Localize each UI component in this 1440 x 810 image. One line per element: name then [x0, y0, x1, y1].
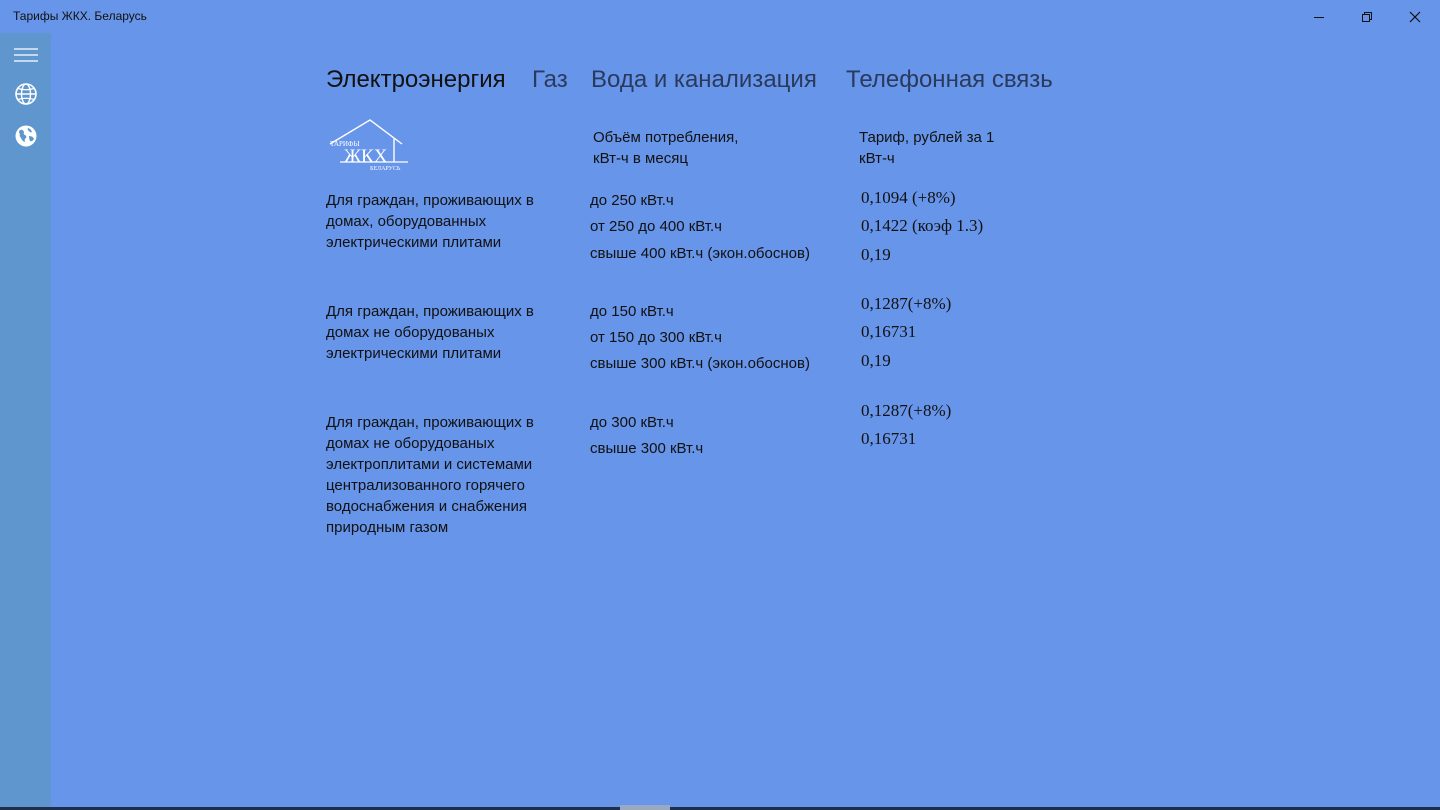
category-line: водоснабжения и снабжения [326, 498, 528, 515]
row-3-volume-1: до 300 кВт.ч [590, 414, 674, 431]
row-1-volume-2: от 250 до 400 кВт.ч [590, 218, 722, 235]
title-bar [0, 0, 1440, 33]
category-line: Для граждан, проживающих в [326, 192, 534, 209]
logo-main-text: ЖКХ [344, 146, 388, 167]
category-line: домах не оборудованых [326, 435, 495, 452]
header-volume-line2: кВт-ч в месяц [593, 150, 688, 167]
category-line: домах не оборудованых [326, 324, 495, 341]
logo-top-text: ТАРИФЫ [330, 140, 360, 148]
row-2-category [326, 301, 566, 364]
row-1-price-1: 0,1094 (+8%) [861, 188, 956, 207]
category-line: электрическими плитами [326, 345, 502, 362]
category-line: электроплитами и системами [326, 456, 533, 473]
row-1-volume-1: до 250 кВт.ч [590, 192, 674, 209]
tab-electricity[interactable]: Электроэнергия [326, 66, 506, 93]
minimize-button[interactable] [1296, 0, 1342, 33]
category-line: Для граждан, проживающих в [326, 414, 534, 431]
logo-bottom-text: БЕЛАРУСЬ [370, 166, 401, 172]
tab-gas[interactable]: Газ [532, 66, 568, 93]
row-2-volume-2: от 150 до 300 кВт.ч [590, 329, 722, 346]
sidebar-item-earth[interactable] [0, 116, 51, 156]
header-tariff-line2: кВт-ч [859, 150, 895, 167]
category-line: природным газом [326, 519, 449, 536]
row-1-volume-3: свыше 400 кВт.ч (экон.обоснов) [590, 245, 810, 262]
row-2-price-3: 0,19 [861, 351, 891, 370]
sidebar-item-globe[interactable] [0, 74, 51, 114]
header-tariff-line1: Тариф, рублей за 1 [859, 129, 995, 146]
tab-water[interactable]: Вода и канализация [591, 66, 817, 93]
category-line: электрическими плитами [326, 234, 502, 251]
category-line: централизованного горячего [326, 477, 525, 494]
row-2-price-1: 0,1287(+8%) [861, 294, 952, 313]
earth-icon [14, 124, 38, 148]
restore-button[interactable] [1344, 0, 1390, 33]
row-3-volume-2: свыше 300 кВт.ч [590, 440, 704, 457]
scroll-thumb[interactable] [620, 805, 670, 810]
close-icon [1409, 11, 1421, 23]
row-2-volume-3: свыше 300 кВт.ч (экон.обоснов) [590, 355, 810, 372]
globe-icon [14, 82, 38, 106]
row-1-price-3: 0,19 [861, 245, 891, 264]
row-2-volume-1: до 150 кВт.ч [590, 303, 674, 320]
row-1-category [326, 190, 566, 253]
row-3-price-2: 0,16731 [861, 429, 917, 448]
window-title: Тарифы ЖКХ. Беларусь [13, 9, 147, 23]
minimize-icon [1313, 11, 1325, 23]
header-volume-line1: Объём потребления, [593, 129, 739, 146]
sidebar [0, 33, 51, 807]
category-line: Для граждан, проживающих в [326, 303, 534, 320]
header-tariff [859, 127, 1059, 169]
hamburger-menu-icon [14, 47, 38, 63]
app-logo [328, 118, 410, 174]
sidebar-menu-button[interactable] [0, 35, 51, 75]
close-button[interactable] [1392, 0, 1438, 33]
row-1-price-2: 0,1422 (коэф 1.3) [861, 216, 984, 235]
row-2-price-2: 0,16731 [861, 322, 917, 341]
restore-icon [1361, 11, 1373, 23]
header-volume [593, 127, 793, 169]
row-3-category [326, 412, 566, 538]
row-3-price-1: 0,1287(+8%) [861, 401, 952, 420]
category-line: домах, оборудованных [326, 213, 487, 230]
tab-telephone[interactable]: Телефонная связь [846, 66, 1053, 93]
